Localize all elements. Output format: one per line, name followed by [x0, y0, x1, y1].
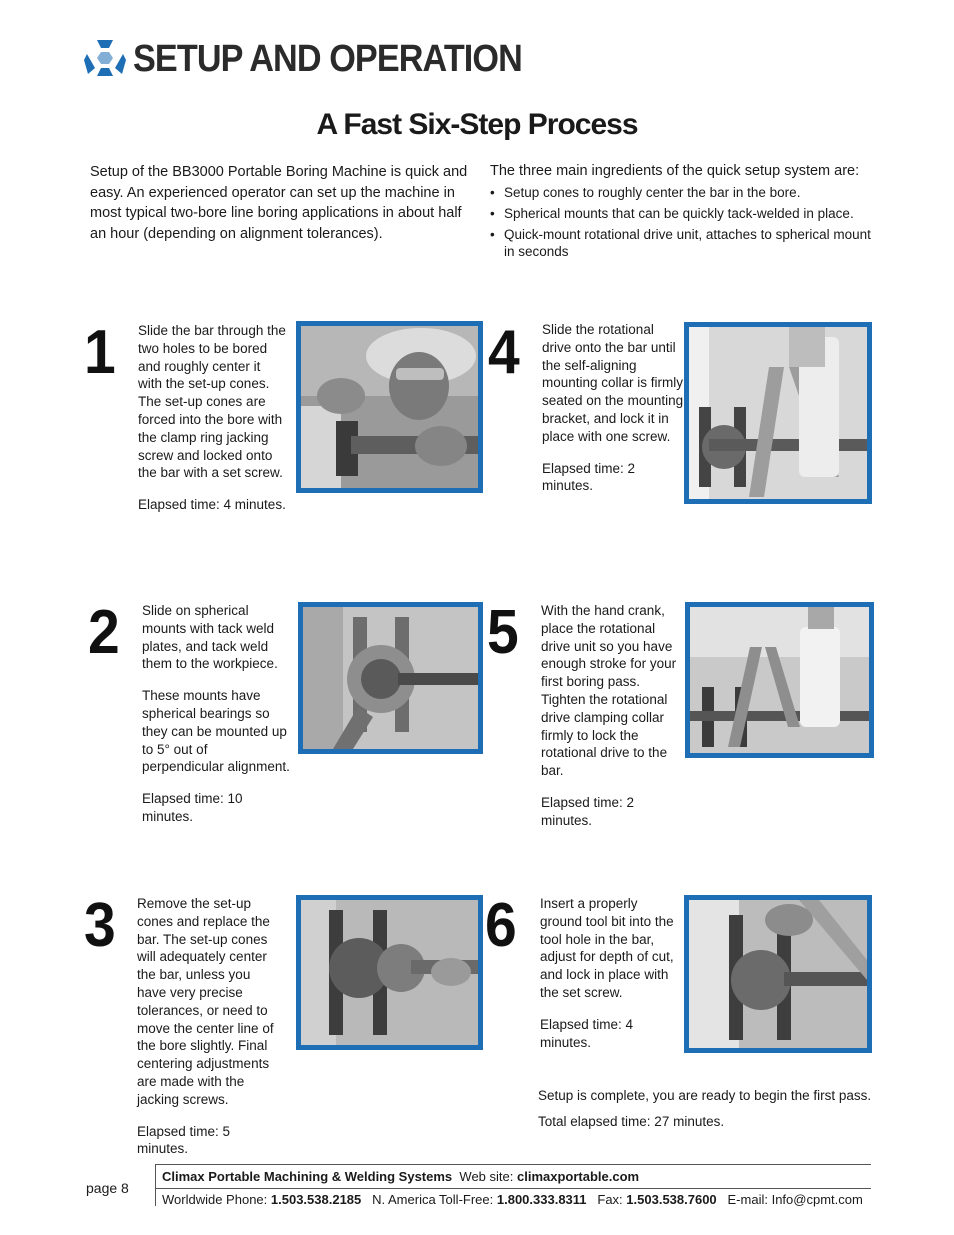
step-3-description: Remove the set-up cones and replace the bar. The set-up cones will adequately center the bar, unless you have very precise tolerances, or need to move the center line of the bore slightly. Final centering adjustments are made with the jacking screws. [137, 896, 274, 1107]
setup-summary [538, 1087, 878, 1139]
step-4-elapsed: Elapsed time: 2 minutes. [542, 460, 636, 494]
step-1-text [138, 322, 286, 528]
step-6-photo [684, 895, 872, 1053]
step-1-photo [296, 321, 483, 493]
step-3-elapsed: Elapsed time: 5 minutes. [137, 1123, 231, 1157]
step-2-text [142, 602, 292, 840]
page-title: SETUP AND OPERATION [133, 38, 522, 80]
step-5-text [541, 602, 681, 844]
ingredients-lead: The three main ingredients of the quick setup system are: [490, 163, 860, 179]
tollfree-label: N. America Toll-Free: [372, 1192, 494, 1207]
step-6-text [540, 895, 680, 1065]
website-link[interactable]: climaxportable.com [516, 1169, 640, 1184]
step-4-photo [684, 322, 872, 504]
step-1-description: Slide the bar through the two holes to be bored and roughly center it with the set-up cones. The set-up cones are forced into the bore with the clamp ring jacking screw and locked onto the bar with a set screw. [138, 323, 286, 481]
step-1-elapsed: Elapsed time: 4 minutes. [138, 497, 286, 513]
step-3-photo [296, 895, 483, 1050]
list-item: • Spherical mounts that can be quickly tack-welded in place. [490, 205, 880, 222]
total-elapsed-time: Total elapsed time: 27 minutes. [538, 1114, 725, 1129]
step-2-description-extra: These mounts have spherical bearings so they can be mounted up to 5° out of perpendicular alignment. [142, 688, 290, 775]
step-number-1: 1 [84, 318, 116, 387]
tollfree-number: 1.800.333.8311 [496, 1192, 587, 1207]
phone-number: 1.503.538.2185 [270, 1192, 362, 1207]
footer-divider [155, 1164, 156, 1206]
company-name: Climax Portable Machining & Welding Systems [162, 1169, 453, 1184]
email-address[interactable]: Info@cpmt.com [771, 1192, 863, 1207]
website-label: Web site: [459, 1169, 514, 1184]
climax-logo-icon [84, 38, 126, 78]
step-number-6: 6 [485, 891, 517, 960]
step-5-description: With the hand crank, place the rotational drive unit so you have enough stroke for your first boring pass. Tighten the rotational drive clamping collar firmly to lock the rotational drive to the bar. [541, 603, 677, 779]
setup-complete-note: Setup is complete, you are ready to begin the first pass. [538, 1088, 872, 1103]
footer-divider [156, 1188, 871, 1189]
ingredients-list [490, 184, 880, 260]
step-number-5: 5 [487, 598, 519, 667]
step-number-3: 3 [84, 891, 116, 960]
step-5-elapsed: Elapsed time: 2 minutes. [541, 794, 635, 828]
step-2-description: Slide on spherical mounts with tack weld plates, and tack weld them to the workpiece. [142, 603, 278, 672]
page-number: page 8 [86, 1180, 129, 1196]
email-label: E-mail: [727, 1192, 768, 1207]
step-2-photo [298, 602, 483, 754]
list-item: • Setup cones to roughly center the bar in the bore. [490, 184, 880, 201]
step-5-photo [685, 602, 874, 758]
step-6-description: Insert a properly ground tool bit into the tool hole in the bar, adjust for depth of cut, and lock in place with the set screw. [540, 896, 674, 1000]
step-3-text [137, 895, 277, 1172]
list-item: • Quick-mount rotational drive unit, attaches to spherical mount in seconds [490, 226, 880, 260]
footer-contact-line [162, 1192, 863, 1207]
fax-number: 1.503.538.7600 [626, 1192, 717, 1207]
footer-company-line [162, 1169, 639, 1184]
footer-divider [156, 1164, 871, 1165]
step-2-elapsed: Elapsed time: 10 minutes. [142, 791, 243, 824]
intro-ingredients [490, 162, 880, 264]
step-number-2: 2 [88, 598, 120, 667]
fax-label: Fax: [597, 1192, 623, 1207]
phone-label: Worldwide Phone: [162, 1192, 268, 1207]
section-subtitle: A Fast Six-Step Process [316, 108, 638, 141]
step-6-elapsed: Elapsed time: 4 minutes. [540, 1016, 634, 1050]
intro-paragraph: Setup of the BB3000 Portable Boring Machine is quick and easy. An experienced operator can set up the machine in most typical two-bore line boring applications in about half an hour (depending on alignment tolerances). [90, 164, 468, 242]
step-4-description: Slide the rotational drive onto the bar until the self-aligning mounting collar is firmly seated on the mounting bracket, and lock it in place with one screw. [542, 322, 684, 444]
step-number-4: 4 [488, 318, 520, 387]
step-4-text [542, 321, 684, 509]
